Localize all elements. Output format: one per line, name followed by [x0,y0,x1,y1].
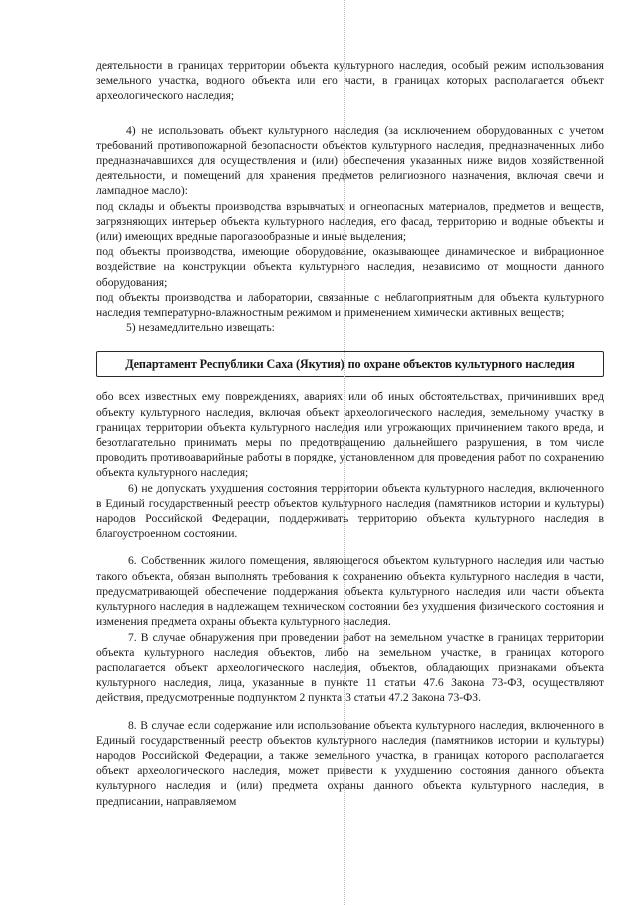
paragraph-point-6-owner: 6. Собственник жилого помещения, являющегося объектом культурного наследия или частью такого объекта, обязан выполнять требования к сохранению объекта культурного наследия в части, предусматривающей обеспечение поддержания объекта культурного наследия или части объекта культурного наследия в надлежащем техническом состоянии без ухудшения физического состояния и изменения предмета охраны объекта культурного наследия. [96,554,604,629]
paragraph-warehouses: под склады и объекты производства взрывчатых и огнеопасных материалов, предметов и веществ, загрязняющих интерьер объекта культурного наследия, его фасад, территорию и водные объекты и (или) имеющих вредные парогазообразные и иные выделения; [96,199,604,244]
paragraph-item-4: 4) не использовать объект культурного наследия (за исключением оборудованных с учетом требований противопожарной безопасности объектов культурного наследия, предназначенных либо предназначавшихся для осуществления и (или) обеспечения указанных ниже видов хозяйственной деятельности, и помещений для хранения предметов религиозного назначения, включая свечи и лампадное масло): [96,123,604,198]
paragraph-production-equipment: под объекты производства, имеющие оборудование, оказывающее динамическое и вибрационное воздействие на конструкции объекта культурного наследия, независимо от мощности данного оборудования; [96,245,604,289]
paragraph-gap [96,541,604,553]
section-top [96,58,604,335]
department-header-text: Департамент Республики Саха (Якутия) по охране объектов культурного наследия [125,356,575,371]
section-bottom [96,389,604,808]
paragraph-gap [96,706,604,718]
department-header-box [96,351,604,377]
scan-fold-line [344,0,345,905]
paragraph-gap [96,104,604,123]
paragraph-activity-boundaries: деятельности в границах территории объекта культурного наследия, особый режим использования земельного участка, водного объекта или его части, в границах которых располагается объект археологического наследия; [96,59,604,103]
paragraph-laboratories: под объекты производства и лаборатории, связанные с неблагоприятным для объекта культурного наследия температурно-влажностным режимом и применением химически активных веществ; [96,290,604,320]
paragraph-point-7-discovery: 7. В случае обнаружения при проведении работ на земельном участке в границах территории объекта культурного наследия объектов, либо на земельном участке, в границах которого располагается объект археологического наследия, объектов, обладающих признаками объекта культурного наследия, лица, указанные в пункте 11 статьи 47.6 Закона 73-ФЗ, осуществляют действия, предусмотренные подпунктом 2 пункта 3 статьи 47.2 Закона 73-ФЗ. [96,630,604,705]
paragraph-point-8-prescription: 8. В случае если содержание или использование объекта культурного наследия, включенного в Единый государственный реестр объектов культурного наследия (памятников истории и культуры) народов Российской Федерации, а также земельного участка, в границах которого располагается объект археологического наследия, может привести к ухудшению состояния данного объекта культурного наследия и (или) предмета охраны данного объекта культурного наследия, в предписании, направляемом [96,718,604,808]
paragraph-item-6-territory: 6) не допускать ухудшения состояния территории объекта культурного наследия, включенного в Единый государственный реестр объектов культурного наследия (памятников истории и культуры) народов Российской Федерации, поддерживать территорию объекта культурного наследия в благоустроенном состоянии. [96,481,604,541]
paragraph-item-5: 5) незамедлительно извещать: [126,321,275,335]
paragraph-damage-notice: обо всех известных ему повреждениях, авариях или об иных обстоятельствах, причинивших вред объекту культурного наследия, включая объект археологического наследия, земельному участку в границах территории объекта культурного наследия или угрожающих причинением такого вреда, и безотлагательно принимать меры по предотвращению дальнейшего разрушения, в том числе проводить противоаварийные работы в порядке, установленном для проведения работ по сохранению объекта культурного наследия; [96,390,604,480]
